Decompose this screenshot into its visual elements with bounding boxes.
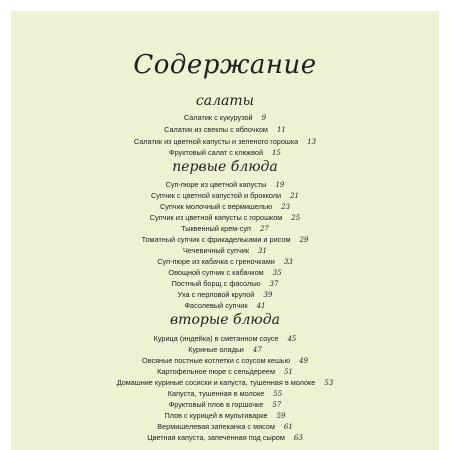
entry-page: 39 — [263, 291, 273, 299]
toc-entry — [11, 433, 439, 443]
toc-entry — [11, 113, 439, 123]
toc-entry — [11, 235, 439, 245]
toc-entry — [11, 290, 439, 300]
toc-entry — [11, 137, 439, 147]
entry-name: Томатный супчик с фрикадельками и рисом — [141, 235, 291, 244]
book-page — [11, 11, 439, 450]
entry-page: 9 — [261, 114, 267, 122]
entry-page: 33 — [283, 258, 293, 266]
section-heading-salads: салаты — [195, 93, 255, 109]
toc-entry — [11, 378, 439, 388]
toc-entry — [11, 268, 439, 278]
toc-entry — [11, 191, 439, 201]
page-title: Содержание — [133, 50, 317, 80]
entry-page: 19 — [275, 181, 285, 189]
entry-name: Вермишелевая запеканка с мясом — [157, 422, 275, 431]
toc-entry — [11, 389, 439, 399]
entry-name: Тыквенный крем-суп — [181, 224, 251, 233]
entry-name: Овсяные постные котлетки с соусом кешью — [141, 356, 291, 365]
entry-name: Овощной супчик с кабачком — [168, 268, 264, 277]
entry-page: 21 — [290, 192, 299, 200]
entry-page: 15 — [272, 149, 281, 157]
toc-entry — [11, 257, 439, 267]
section-heading-main-courses: вторые блюда — [170, 312, 280, 328]
entry-page: 45 — [287, 335, 297, 343]
entry-name: Салатик с кукурузой — [183, 113, 253, 122]
entry-name: Курица (индейка) в сметанном соусе — [153, 334, 279, 343]
toc-entry — [11, 367, 439, 377]
entry-page: 63 — [293, 434, 303, 442]
entry-page: 31 — [258, 247, 267, 255]
entry-name: Капуста, тушенная в молоке — [167, 389, 265, 398]
entry-name: Домашние куриные сосиски и капуста, тушенная в молоке — [116, 378, 316, 387]
entry-name: Фасолевый супчик — [184, 301, 248, 310]
entry-page: 23 — [281, 203, 291, 211]
entry-name: Цветная капуста, запеченная под сыром — [147, 433, 285, 442]
entry-page: 29 — [299, 236, 309, 244]
entry-name: Суп-пюре из цветной капусты — [165, 180, 267, 189]
toc-entry — [11, 422, 439, 432]
entry-page: 47 — [252, 346, 262, 354]
entry-name: Фруктовый салат с клюквой — [169, 148, 264, 157]
entry-page: 57 — [272, 401, 282, 409]
entry-page: 37 — [269, 280, 279, 288]
toc-entry — [11, 246, 439, 256]
toc-entry — [11, 356, 439, 366]
toc-entry — [11, 400, 439, 410]
entry-page: 55 — [273, 390, 283, 398]
entry-name: Куриные оладьи — [188, 345, 244, 354]
entry-name: Постный борщ с фасолью — [171, 279, 261, 288]
entry-page: 49 — [299, 357, 309, 365]
entry-name: Фруктовый плов в горшочке — [168, 400, 264, 409]
toc-entry — [11, 334, 439, 344]
entry-name: Уха с перловой крупой — [177, 290, 255, 299]
toc-entry — [11, 345, 439, 355]
entry-name: Супчик молочный с вермишелью — [159, 202, 273, 211]
entry-page: 41 — [256, 302, 266, 310]
toc-entry — [11, 148, 439, 158]
toc-entry — [11, 224, 439, 234]
toc-entry — [11, 202, 439, 212]
entry-name: Салатик из свеклы с яблочком — [164, 125, 268, 134]
entry-page: 27 — [259, 225, 269, 233]
entry-name: Суп-пюре из кабачка с греночками — [157, 257, 275, 266]
section-heading-first-courses: первые блюда — [172, 159, 278, 175]
toc-entry — [11, 301, 439, 311]
toc-entry — [11, 279, 439, 289]
entry-name: Плов с курицей в мультиварке — [164, 411, 268, 420]
entry-name: Салатик из цветной капусты и зеленого горошка — [133, 137, 299, 146]
entry-name: Картофельное пюре с сельдереем — [157, 367, 275, 376]
entry-page: 51 — [283, 368, 293, 376]
entry-page: 11 — [276, 126, 286, 134]
entry-name: Чечевичный супчик — [183, 246, 250, 255]
toc-entry — [11, 411, 439, 421]
toc-entry — [11, 180, 439, 190]
entry-page: 61 — [283, 423, 293, 431]
entry-page: 53 — [324, 379, 334, 387]
entry-page: 25 — [291, 214, 301, 222]
toc-entry — [11, 125, 439, 135]
toc-entry — [11, 213, 439, 223]
entry-page: 13 — [307, 138, 317, 146]
entry-name: Супчик с цветной капустой и брокколи — [151, 191, 282, 200]
entry-page: 35 — [272, 269, 282, 277]
entry-page: 59 — [276, 412, 286, 420]
entry-name: Супчик из цветной капусты с горошком — [149, 213, 283, 222]
